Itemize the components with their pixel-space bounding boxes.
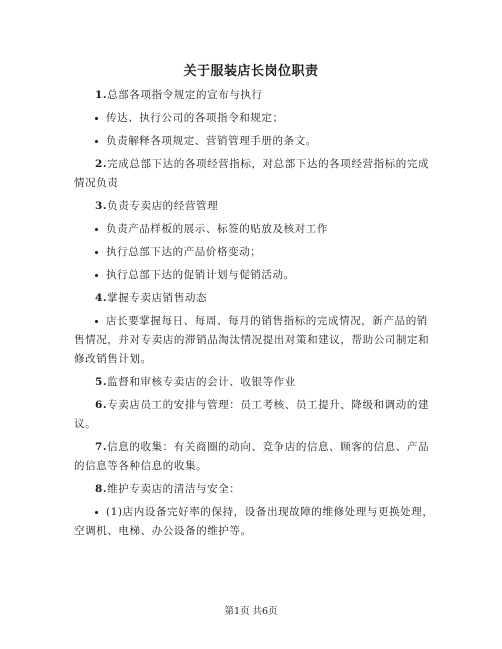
- section-paragraph: [74, 197, 434, 216]
- section-number: 4.: [95, 292, 108, 304]
- section-paragraph: [74, 438, 434, 476]
- bullet-dot-icon: [95, 140, 98, 143]
- section-text: 完成总部下达的各项经营指标，对总部下达的各项经营指标的完成情况负责: [74, 158, 430, 189]
- section-number: 6.: [95, 399, 108, 411]
- section-number: 3.: [95, 200, 108, 212]
- section-text: 掌握专卖店销售动态: [107, 292, 208, 304]
- section-text: 负责专卖店的经营管理: [107, 200, 219, 212]
- section-paragraph: [74, 396, 434, 434]
- bullet-text: 执行总部下达的促销计划与促销活动。: [106, 269, 295, 281]
- section-paragraph: [74, 155, 434, 193]
- section-number: 8.: [95, 483, 108, 495]
- bullet-dot-icon: [95, 117, 98, 120]
- bullet-item: [74, 109, 434, 128]
- section-text: 维护专卖店的清洁与安全：: [107, 483, 241, 495]
- bullet-text: (1)店内设备完好率的保持，设备出现故障的维修处理与更换处理，空调机、电梯、办公设备的维护等。: [74, 506, 434, 537]
- bullet-item: [74, 243, 434, 262]
- section-paragraph: [74, 289, 434, 308]
- bullet-item: [74, 266, 434, 285]
- bullet-text: 传达、执行公司的各项指令和规定；: [106, 112, 284, 124]
- bullet-dot-icon: [95, 228, 98, 231]
- bullet-text: 店长要掌握每日、每周、每月的销售指标的完成情况，新产品的销售情况，并对专卖店的滞销品淘汰情况提出对策和建议，帮助公司制定和修改销售计划。: [74, 315, 430, 365]
- section-text: 信息的收集：有关商圈的动向、竞争店的信息、顾客的信息、产品的信息等各种信息的收集。: [74, 441, 430, 472]
- bullet-item: [74, 220, 434, 239]
- section-number: 7.: [95, 441, 108, 453]
- bullet-item: [74, 132, 434, 151]
- document-body: [74, 86, 434, 545]
- bullet-dot-icon: [95, 320, 98, 323]
- bullet-text: 负责解释各项规定、营销管理手册的条文。: [106, 135, 317, 147]
- section-text: 总部各项指令规定的宣布与执行: [107, 89, 263, 101]
- section-paragraph: [74, 480, 434, 499]
- bullet-dot-icon: [95, 251, 98, 254]
- section-text: 监督和审核专卖店的会计、收银等作业: [107, 376, 296, 388]
- bullet-item: [74, 312, 434, 369]
- bullet-text: 执行总部下达的产品价格变动；: [106, 246, 262, 258]
- section-number: 2.: [95, 158, 108, 170]
- section-text: 专卖店员工的安排与管理：员工考核、员工提升、降级和调动的建议。: [74, 399, 430, 430]
- document-title: 关于服装店长岗位职责: [183, 64, 319, 79]
- bullet-dot-icon: [95, 511, 98, 514]
- section-number: 1.: [95, 89, 108, 101]
- section-paragraph: [74, 373, 434, 392]
- section-number: 5.: [95, 376, 108, 388]
- bullet-item: [74, 503, 434, 541]
- bullet-text: 负责产品样板的展示、标签的贴放及核对工作: [106, 223, 328, 235]
- page-footer: 第1页 共6页: [224, 606, 278, 617]
- section-paragraph: [74, 86, 434, 105]
- bullet-dot-icon: [95, 274, 98, 277]
